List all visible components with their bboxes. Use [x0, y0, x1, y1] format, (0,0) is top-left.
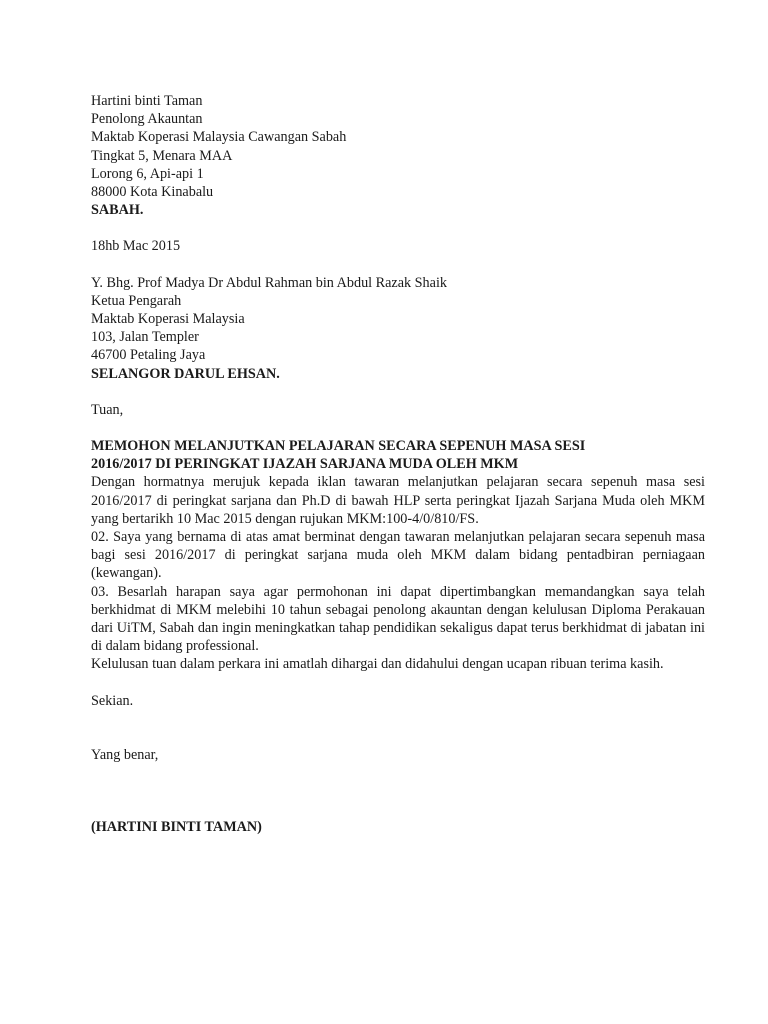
subject-line-2: 2016/2017 DI PERINGKAT IJAZAH SARJANA MUDA OLEH MKM [91, 456, 519, 473]
recipient-name: Y. Bhg. Prof Madya Dr Abdul Rahman bin Abdul Razak Shaik [91, 274, 447, 291]
body-paragraph-4: Kelulusan tuan dalam perkara ini amatlah dihargai dan didahului dengan ucapan ribuan terima kasih. [91, 656, 664, 673]
body-paragraph-2: 02. Saya yang bernama di atas amat berminat dengan tawaran melanjutkan pelajaran secara sepenuh masa bagi sesi 2016/2017 di peringkat sarjana muda oleh MKM dalam bidang pentadbiran perniagaan (kewangan). [91, 529, 705, 582]
recipient-address-block [91, 274, 705, 383]
subject-heading [91, 437, 705, 473]
sender-position: Penolong Akauntan [91, 111, 203, 128]
letter-date-block [91, 237, 705, 255]
signature-block [91, 818, 705, 836]
recipient-state: SELANGOR DARUL EHSAN. [91, 365, 280, 382]
recipient-position: Ketua Pengarah [91, 292, 182, 309]
closing-sekian-block [91, 692, 705, 710]
salutation: Tuan, [91, 401, 124, 418]
salutation-block [91, 401, 705, 419]
sender-organisation: Maktab Koperasi Malaysia Cawangan Sabah [91, 129, 347, 146]
sender-postcode-city: 88000 Kota Kinabalu [91, 184, 214, 201]
letter [91, 92, 705, 836]
closing-yang-benar-block [91, 746, 705, 764]
sender-state: SABAH. [91, 202, 144, 219]
sender-name: Hartini binti Taman [91, 93, 203, 109]
letter-date: 18hb Mac 2015 [91, 238, 181, 255]
recipient-postcode-city: 46700 Petaling Jaya [91, 347, 206, 364]
closing-sekian: Sekian. [91, 692, 134, 709]
recipient-address-line-1: 103, Jalan Templer [91, 329, 199, 346]
signature-name: (HARTINI BINTI TAMAN) [91, 819, 262, 836]
closing-yang-benar: Yang benar, [91, 746, 159, 763]
recipient-organisation: Maktab Koperasi Malaysia [91, 311, 245, 328]
sender-address-block [91, 92, 705, 219]
body-paragraph-3: 03. Besarlah harapan saya agar permohonan ini dapat dipertimbangkan memandangkan saya telah berkhidmat di MKM melebihi 10 tahun sebagai penolong akauntan dengan kelulusan Diploma Perakauan dari UiTM, Sabah dan ingin meningkatkan tahap pendidikan sekaligus dapat terus berkhidmat di jabatan ini di dalam bidang professional. [91, 583, 705, 655]
subject-line-1: MEMOHON MELANJUTKAN PELAJARAN SECARA SEPENUH MASA SESI [91, 438, 586, 455]
sender-address-line-1: Tingkat 5, Menara MAA [91, 147, 233, 164]
body-paragraph-1: Dengan hormatnya merujuk kepada iklan tawaran melanjutkan pelajaran secara sepenuh masa sesi 2016/2017 di peringkat sarjana dan Ph.D di bawah HLP serta peringkat Ijazah Sarjana Muda oleh MKM yang bertarikh 10 Mac 2015 dengan rujukan MKM:100-4/0/810/FS. [91, 474, 705, 527]
sender-address-line-2: Lorong 6, Api-api 1 [91, 165, 204, 182]
